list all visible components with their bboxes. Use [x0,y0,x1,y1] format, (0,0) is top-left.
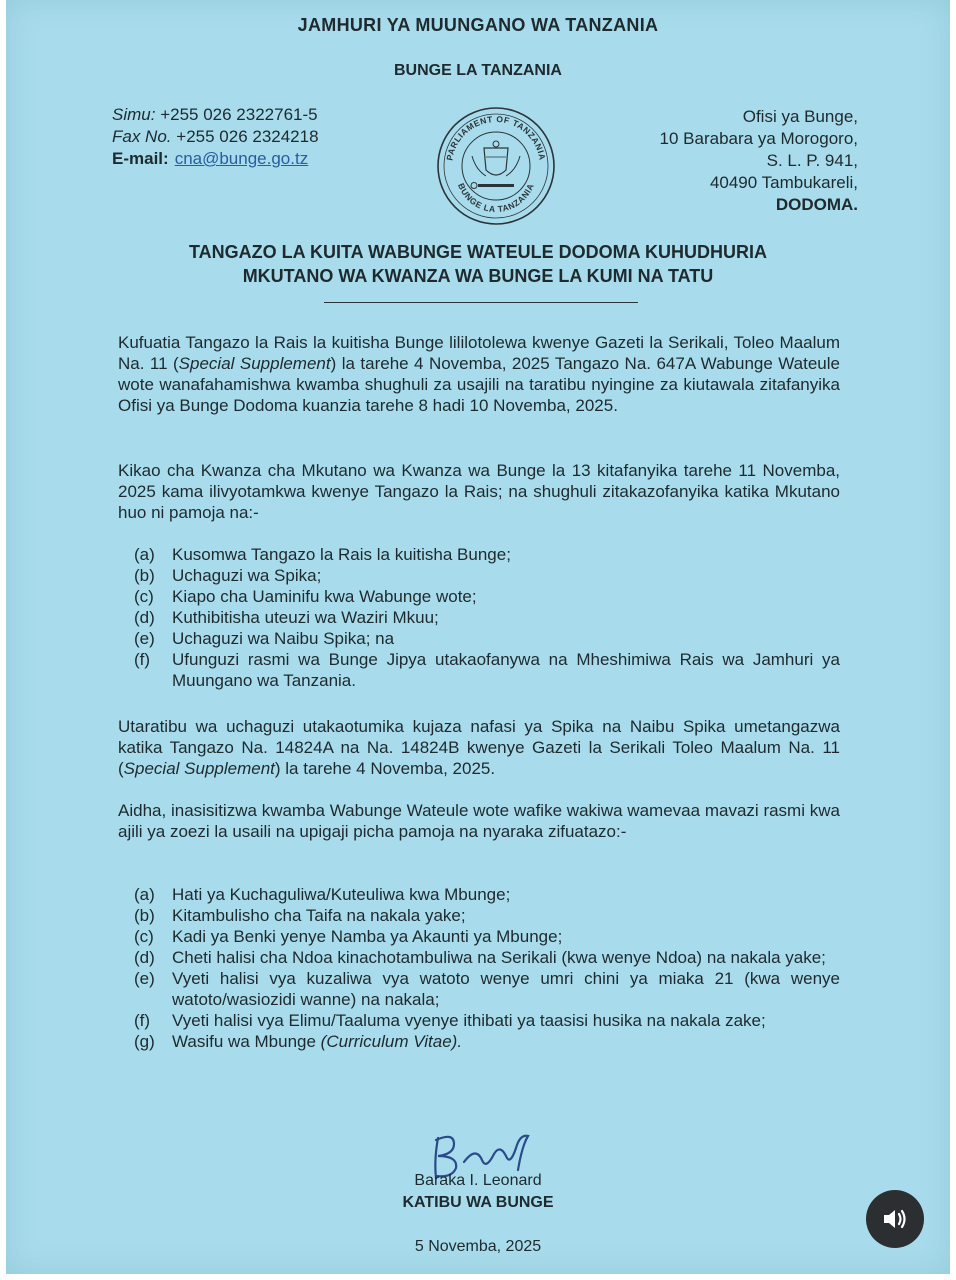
fax-label: Fax No. [112,127,172,146]
paragraph-registration: Kufuatia Tangazo la Rais la kuitisha Bunge lililotolewa kwenye Gazeti la Serikali, Toleo Maalum Na. 11 (Special Supplement) la tarehe 4 Novemba, 2025 Tangazo Na. 647A Wabunge Wateule wote wanafahamishwa kwamba shughuli za usajili na taratibu nyingine za kiutawala zitafanyika Ofisi ya Bunge Dodoma kuanzia tarehe 8 hadi 10 Novemba, 2025. [118,333,840,415]
address-line: Ofisi ya Bunge, [742,107,858,126]
agenda-list [134,544,840,691]
sound-toggle-button[interactable] [866,1190,924,1248]
phone-number: +255 026 2322761-5 [160,105,318,124]
contact-block [112,104,319,170]
list-item: (a) Hati ya Kuchaguliwa/Kuteuliwa kwa Mbunge; [134,885,511,904]
address-block [660,106,858,216]
list-item: (c) Kiapo cha Uaminifu kwa Wabunge wote; [134,587,477,606]
seal-top-text: PARLIAMENT OF TANZANIA [444,113,548,162]
documents-list [134,884,840,1052]
email-link[interactable]: cna@bunge.go.tz [174,149,309,168]
parliament-heading: BUNGE LA TANZANIA [394,62,562,79]
list-item: (f) Ufunguzi rasmi wa Bunge Jipya utakaofanywa na Mheshimiwa Rais wa Jamhuri ya Muungano wa Tanzania. [134,650,840,690]
address-line: S. L. P. 941, [766,151,858,170]
address-line: 10 Barabara ya Morogoro, [659,129,858,148]
seal-bottom-text: BUNGE LA TANZANIA [456,181,536,215]
list-item: (d) Cheti halisi cha Ndoa kinachotambuliwa na Serikali (kwa wenye Ndoa) na nakala yake; [134,948,826,967]
notice-title-line2: MKUTANO WA KWANZA WA BUNGE LA KUMI NA TATU [242,266,714,286]
notice-title [6,240,950,288]
list-item: (c) Kadi ya Benki yenye Namba ya Akaunti ya Mbunge; [134,927,563,946]
list-item: (g) Wasifu wa Mbunge (Curriculum Vitae). [134,1032,463,1051]
parliament-seal-icon [434,104,558,228]
address-line: 40490 Tambukareli, [709,173,858,192]
speaker-icon [881,1207,909,1231]
notice-date: 5 Novemba, 2025 [414,1238,542,1255]
list-item: (f) Vyeti halisi vya Elimu/Taaluma vyenye ithibati ya taasisi husika na nakala zake; [134,1011,766,1030]
list-item: (e) Vyeti halisi vya kuzaliwa vya watoto wenye umri chini ya miaka 21 (kwa wenye watoto/wasiozidi wanne) na nakala; [134,969,840,1009]
address-city: DODOMA. [775,195,858,214]
paragraph-first-sitting: Kikao cha Kwanza cha Mkutano wa Kwanza wa Bunge la 13 kitafanyika tarehe 11 Novemba, 2025 kama ilivyotamkwa kwenye Tangazo la Rais; na shughuli zitakazofanyika katika Mkutano huo ni pamoja na:- [118,461,840,522]
title-underline [324,302,638,303]
list-item: (e) Uchaguzi wa Naibu Spika; na [134,629,395,648]
signatory-name: Baraka I. Leonard [414,1172,542,1189]
list-item: (b) Kitambulisho cha Taifa na nakala yake; [134,906,466,925]
list-item: (d) Kuthibitisha uteuzi wa Waziri Mkuu; [134,608,439,627]
republic-heading: JAMHURI YA MUUNGANO WA TANZANIA [297,15,659,35]
phone-label: Simu: [112,105,156,124]
list-item: (a) Kusomwa Tangazo la Rais la kuitisha Bunge; [134,545,511,564]
notice-title-line1: TANGAZO LA KUITA WABUNGE WATEULE DODOMA KUHUDHURIA [189,242,767,262]
paragraph-election-procedure: Utaratibu wa uchaguzi utakaotumika kujaza nafasi ya Spika na Naibu Spika umetangazwa katika Tangazo Na. 14824A na Na. 14824B kwenye Gazeti la Serikali Toleo Maalum Na. 11 (Special Supplement) la tarehe 4 Novemba, 2025. [118,717,840,778]
fax-number: +255 026 2324218 [176,127,319,146]
document-page [6,0,950,1274]
email-label: E-mail: [112,149,169,168]
signatory-title: KATIBU WA BUNGE [402,1194,554,1211]
list-item: (b) Uchaguzi wa Spika; [134,566,322,585]
paragraph-required-documents: Aidha, inasisitizwa kwamba Wabunge Wateule wote wafike wakiwa wamevaa mavazi rasmi kwa ajili ya zoezi la usaili na upigaji picha pamoja na nyaraka zifuatazo:- [118,801,840,841]
